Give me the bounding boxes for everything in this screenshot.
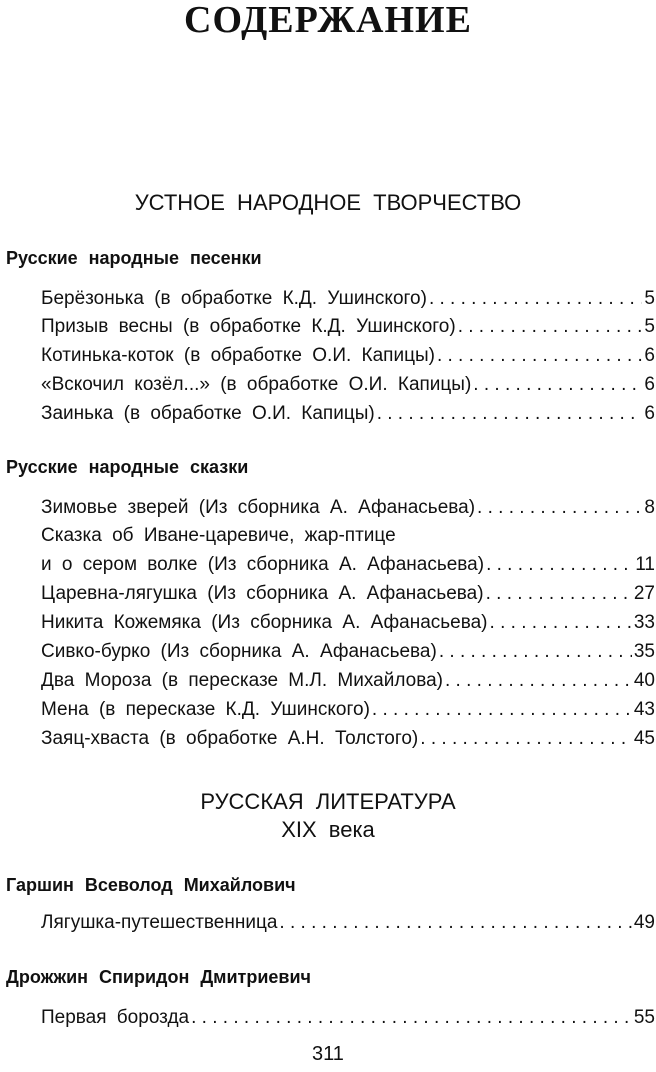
entry-page-number: 6 xyxy=(644,345,655,366)
dot-leader xyxy=(437,342,642,370)
dot-leader xyxy=(473,371,642,399)
toc-entry[interactable] xyxy=(41,494,655,522)
entry-title-line[interactable]: Сказка об Иване-царевиче, жар-птице xyxy=(41,525,396,546)
entry-title: Призыв весны (в обработке К.Д. Ушинского) xyxy=(41,316,456,337)
part-heading-folk: УСТНОЕ НАРОДНОЕ ТВОРЧЕСТВО xyxy=(134,190,522,215)
toc-entry[interactable] xyxy=(41,580,655,608)
section-heading-songs: Русские народные песенки xyxy=(6,248,262,268)
dot-leader xyxy=(429,285,642,313)
dot-leader xyxy=(191,1004,632,1032)
entry-page-number: 35 xyxy=(633,641,655,662)
entry-page-number: 5 xyxy=(644,316,655,337)
toc-entry[interactable] xyxy=(41,667,655,695)
toc-entry[interactable] xyxy=(41,1004,655,1032)
toc-entry[interactable] xyxy=(41,400,655,428)
dot-leader xyxy=(439,638,632,666)
toc-entry[interactable] xyxy=(41,313,655,341)
dot-leader xyxy=(445,667,632,695)
entry-title: Царевна-лягушка (Из сборника А. Афанасьева) xyxy=(41,583,484,604)
entry-title: Котинька-коток (в обработке О.И. Капицы) xyxy=(41,345,435,366)
section-heading-drozhzhin: Дрожжин Спиридон Дмитриевич xyxy=(6,967,312,987)
entry-title: Лягушка-путешественница xyxy=(41,912,278,933)
dot-leader xyxy=(490,609,632,637)
part-subheading-century: XIX века xyxy=(281,817,375,842)
section-heading-garshin: Гаршин Всеволод Михайлович xyxy=(6,875,296,895)
toc-entry[interactable] xyxy=(41,909,655,937)
entry-title: Сивко-бурко (Из сборника А. Афанасьева) xyxy=(41,641,437,662)
entry-page-number: 40 xyxy=(633,670,655,691)
toc-entry[interactable] xyxy=(41,285,655,313)
entry-title: и о сером волке (Из сборника А. Афанасьева) xyxy=(41,554,485,575)
entry-title: Зимовье зверей (Из сборника А. Афанасьева) xyxy=(41,497,476,518)
entry-title: Никита Кожемяка (Из сборника А. Афанасьева) xyxy=(41,612,488,633)
entry-page-number: 6 xyxy=(644,403,655,424)
entry-page-number: 6 xyxy=(644,374,655,395)
dot-leader xyxy=(486,580,632,608)
entry-page-number: 27 xyxy=(633,583,655,604)
entry-page-number: 8 xyxy=(644,497,655,518)
toc-entry[interactable] xyxy=(41,551,655,579)
entry-page-number: 49 xyxy=(633,912,655,933)
entry-title: «Вскочил козёл...» (в обработке О.И. Капицы) xyxy=(41,374,472,395)
entry-page-number: 33 xyxy=(633,612,655,633)
dot-leader xyxy=(458,313,643,341)
dot-leader xyxy=(372,696,632,724)
toc-entry[interactable] xyxy=(41,342,655,370)
dot-leader xyxy=(377,400,643,428)
toc-entry[interactable] xyxy=(41,638,655,666)
entry-page-number: 43 xyxy=(633,699,655,720)
entry-page-number: 55 xyxy=(633,1007,655,1028)
entry-page-number: 11 xyxy=(635,554,655,575)
entry-title: Два Мороза (в пересказе М.Л. Михайлова) xyxy=(41,670,443,691)
dot-leader xyxy=(486,551,633,579)
entry-title: Первая борозда xyxy=(41,1007,190,1028)
toc-entry[interactable] xyxy=(41,609,655,637)
toc-entry[interactable] xyxy=(41,725,655,753)
page-title: СОДЕРЖАНИЕ xyxy=(184,0,472,41)
entry-page-number: 45 xyxy=(633,728,655,749)
entry-title: Мена (в пересказе К.Д. Ушинского) xyxy=(41,699,370,720)
toc-entry[interactable] xyxy=(41,371,655,399)
entry-title: Берёзонька (в обработке К.Д. Ушинского) xyxy=(41,288,427,309)
entry-title: Заинька (в обработке О.И. Капицы) xyxy=(41,403,375,424)
dot-leader xyxy=(279,909,631,937)
page-number: 311 xyxy=(312,1043,344,1065)
entry-title: Заяц-хваста (в обработке А.Н. Толстого) xyxy=(41,728,419,749)
dot-leader xyxy=(420,725,632,753)
part-heading-literature: РУССКАЯ ЛИТЕРАТУРА xyxy=(200,789,456,814)
entry-page-number: 5 xyxy=(644,288,655,309)
section-heading-tales: Русские народные сказки xyxy=(6,457,249,477)
toc-entry[interactable] xyxy=(41,696,655,724)
dot-leader xyxy=(477,494,642,522)
